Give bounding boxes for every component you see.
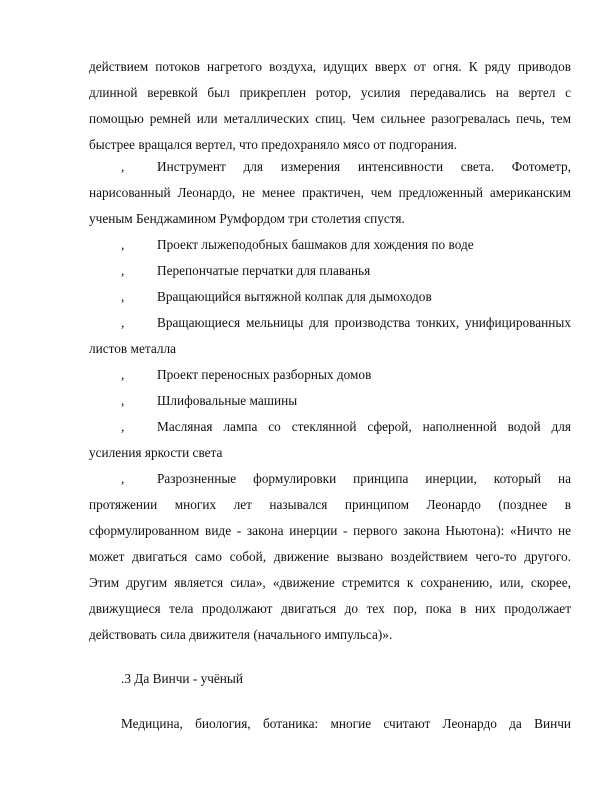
list-bullet: , — [121, 367, 125, 382]
paragraph-line: быстрее вращался вертел, что предохраняло мясо от подгорания. — [89, 137, 458, 152]
list-item-text: усиления яркости света — [89, 445, 223, 460]
list-bullet: , — [121, 471, 125, 486]
list-bullet: , — [121, 315, 125, 330]
section-heading: .3 Да Винчи - учёный — [121, 671, 243, 686]
list-item-text: Перепончатые перчатки для плаванья — [157, 263, 371, 278]
list-bullet: , — [121, 237, 125, 252]
list-bullet: , — [121, 419, 125, 434]
list-item-text: листов металла — [89, 341, 177, 356]
list-bullet: , — [121, 159, 125, 174]
list-item-text: Инструмент для измерения интенсивности света. Фотометр, — [157, 159, 571, 174]
list-item-text: ученым Бенджамином Румфордом три столетия спустя. — [89, 211, 405, 226]
list-item-text: Проект лыжеподобных башмаков для хождения по воде — [157, 237, 474, 252]
paragraph-line: Медицина, биология, ботаника: многие считают Леонардо да Винчи — [121, 716, 571, 731]
list-item-text: нарисованный Леонардо, не менее практичен, чем предложенный американским — [89, 185, 571, 200]
list-item-text: Вращающийся вытяжной колпак для дымоходов — [157, 289, 432, 304]
list-item-text: Шлифовальные машины — [157, 393, 298, 408]
paragraph-line: длинной веревкой был прикреплен ротор, усилия передавались на вертел с — [89, 85, 571, 100]
list-item-text: Масляная лампа со стеклянной сферой, наполненной водой для — [157, 419, 571, 434]
paragraph-line: действием потоков нагретого воздуха, идущих вверх от огня. К ряду приводов — [89, 59, 571, 74]
list-item-text: действовать сила движителя (начального импульса)». — [89, 627, 393, 642]
list-bullet: , — [121, 263, 125, 278]
list-bullet: , — [121, 289, 125, 304]
list-item-text: Разрозненные формулировки принципа инерции, который на — [157, 471, 571, 486]
list-item-text: сформулированном виде - закона инерции - первого закона Ньютона): «Ничто не — [89, 523, 571, 538]
list-item-text: Вращающиеся мельницы для производства тонких, унифицированных — [157, 315, 571, 330]
paragraph-line: помощью ремней или металлических спиц. Чем сильнее разогревалась печь, тем — [89, 111, 571, 126]
list-item-text: движущиеся тела продолжают двигаться до тех пор, пока в них продолжает — [89, 601, 571, 616]
list-item-text: Проект переносных разборных домов — [157, 367, 372, 382]
list-item-text: протяжении многих лет назывался принципом Леонардо (позднее в — [89, 497, 571, 512]
list-item-text: Этим другим является сила», «движение стремится к сохранению, или, скорее, — [89, 575, 571, 590]
list-bullet: , — [121, 393, 125, 408]
list-item-text: может двигаться само собой, движение вызвано воздействием чего-то другого. — [89, 549, 571, 564]
